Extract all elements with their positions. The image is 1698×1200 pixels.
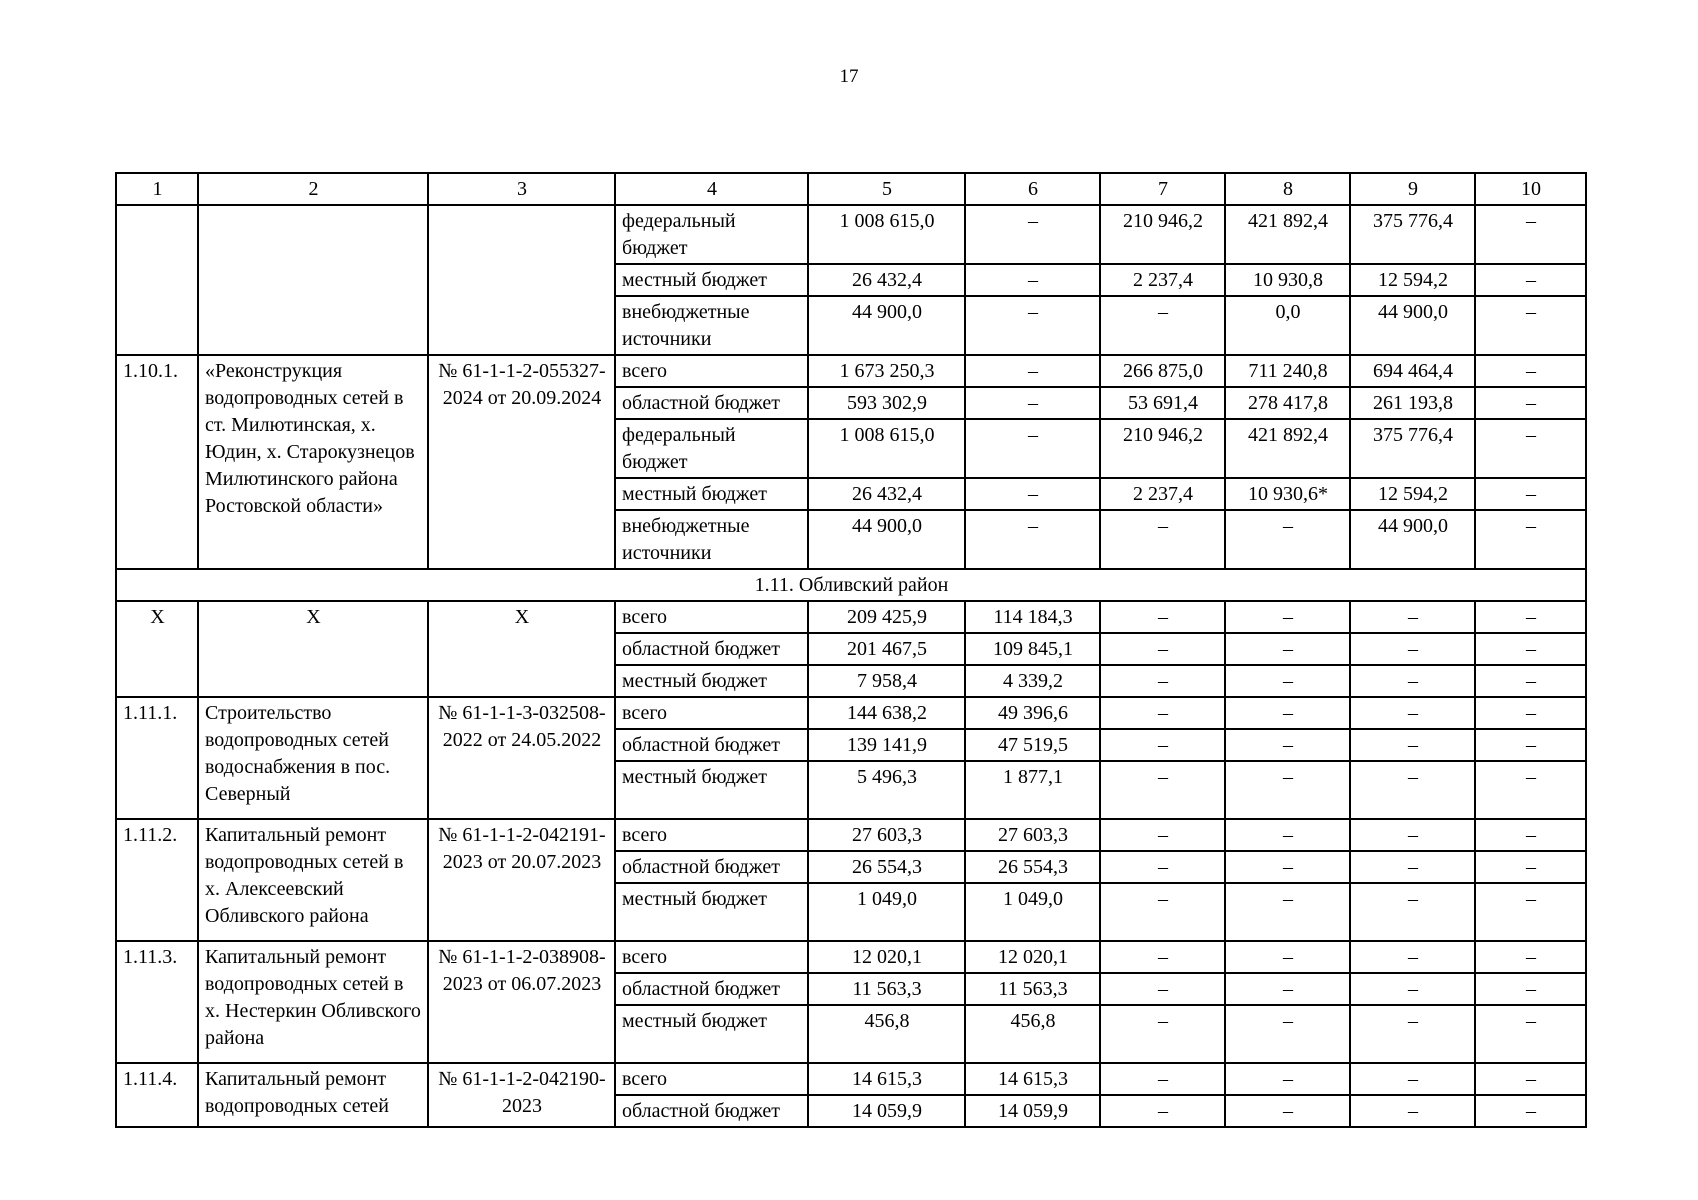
value-cell: 27 603,3 [808,819,965,851]
funding-source: федеральный бюджет [615,419,808,478]
table-row [116,941,1586,973]
value-cell: – [965,478,1100,510]
value-cell: 711 240,8 [1225,355,1350,387]
value-cell: – [965,387,1100,419]
value-cell: 109 845,1 [965,633,1100,665]
item-document: № 61-1-1-2-042191-2023 от 20.07.2023 [428,819,615,941]
budget-table [115,172,1587,1128]
funding-source: федеральный бюджет [615,205,808,264]
funding-source: местный бюджет [615,264,808,296]
value-cell: 10 930,6* [1225,478,1350,510]
item-name: Капитальный ремонт водопроводных сетей в х. Нестеркин Обливского района [198,941,428,1063]
value-cell: 456,8 [808,1005,965,1063]
value-cell: – [1100,973,1225,1005]
value-cell: – [1100,296,1225,355]
table-row [116,355,1586,387]
value-cell: 49 396,6 [965,697,1100,729]
column-number: 1 [116,173,198,205]
value-cell: – [1350,941,1475,973]
value-cell: – [1225,819,1350,851]
item-number: 1.10.1. [116,355,198,569]
section-title: 1.11. Обливский район [116,569,1586,601]
value-cell: 44 900,0 [808,510,965,569]
value-cell: 11 563,3 [808,973,965,1005]
column-number-row [116,173,1586,205]
value-cell: – [1475,601,1586,633]
item-name: Капитальный ремонт водопроводных сетей в х. Алексеевский Обливского района [198,819,428,941]
funding-source: всего [615,601,808,633]
value-cell: – [1225,851,1350,883]
empty-number-cell [116,205,198,355]
value-cell: 7 958,4 [808,665,965,697]
table-row [116,601,1586,633]
value-cell: – [1475,296,1586,355]
value-cell: – [1225,665,1350,697]
value-cell: – [1475,205,1586,264]
table-row [116,697,1586,729]
value-cell: – [1475,761,1586,819]
funding-source: всего [615,819,808,851]
value-cell: 53 691,4 [1100,387,1225,419]
value-cell: 210 946,2 [1100,205,1225,264]
value-cell: 12 594,2 [1350,264,1475,296]
funding-source: местный бюджет [615,761,808,819]
value-cell: 375 776,4 [1350,205,1475,264]
value-cell: 10 930,8 [1225,264,1350,296]
value-cell: – [1350,1005,1475,1063]
column-number: 7 [1100,173,1225,205]
value-cell: 2 237,4 [1100,264,1225,296]
value-cell: – [1475,478,1586,510]
value-cell: – [1100,761,1225,819]
item-number: 1.11.2. [116,819,198,941]
funding-source: областной бюджет [615,851,808,883]
value-cell: 4 339,2 [965,665,1100,697]
table-row [116,1063,1586,1095]
value-cell: 11 563,3 [965,973,1100,1005]
value-cell: – [1475,1063,1586,1095]
item-document: № 61-1-1-3-032508-2022 от 24.05.2022 [428,697,615,819]
value-cell: 26 554,3 [965,851,1100,883]
item-document: № 61-1-1-2-055327-2024 от 20.09.2024 [428,355,615,569]
item-number: 1.11.4. [116,1063,198,1127]
value-cell: – [965,205,1100,264]
value-cell: 144 638,2 [808,697,965,729]
summary-marker: Х [198,601,428,697]
empty-document-cell [428,205,615,355]
value-cell: 421 892,4 [1225,205,1350,264]
funding-source: местный бюджет [615,1005,808,1063]
funding-source: областной бюджет [615,387,808,419]
value-cell: – [1350,633,1475,665]
value-cell: 14 615,3 [965,1063,1100,1095]
item-document: № 61-1-1-2-042190-2023 [428,1063,615,1127]
value-cell: – [1475,883,1586,941]
value-cell: 5 496,3 [808,761,965,819]
value-cell: – [1475,697,1586,729]
value-cell: – [1475,355,1586,387]
value-cell: 44 900,0 [1350,510,1475,569]
funding-source: местный бюджет [615,478,808,510]
value-cell: – [1475,729,1586,761]
value-cell: – [1225,1095,1350,1127]
value-cell: – [1225,1063,1350,1095]
value-cell: – [1225,697,1350,729]
value-cell: 593 302,9 [808,387,965,419]
value-cell: 26 432,4 [808,478,965,510]
value-cell: – [1475,819,1586,851]
value-cell: 1 673 250,3 [808,355,965,387]
value-cell: – [1475,665,1586,697]
value-cell: 14 059,9 [965,1095,1100,1127]
value-cell: 26 554,3 [808,851,965,883]
column-number: 8 [1225,173,1350,205]
value-cell: – [1225,510,1350,569]
value-cell: – [1475,1095,1586,1127]
funding-source: областной бюджет [615,973,808,1005]
value-cell: – [1100,665,1225,697]
value-cell: – [1100,883,1225,941]
value-cell: – [1350,761,1475,819]
item-number: 1.11.1. [116,697,198,819]
funding-source: местный бюджет [615,665,808,697]
value-cell: – [1475,941,1586,973]
value-cell: – [1350,601,1475,633]
value-cell: 1 049,0 [965,883,1100,941]
summary-marker: Х [428,601,615,697]
item-name: Капитальный ремонт водопроводных сетей [198,1063,428,1127]
value-cell: – [965,264,1100,296]
value-cell: – [1225,883,1350,941]
value-cell: 14 059,9 [808,1095,965,1127]
value-cell: 278 417,8 [1225,387,1350,419]
value-cell: 421 892,4 [1225,419,1350,478]
funding-source: всего [615,355,808,387]
value-cell: – [1350,883,1475,941]
value-cell: 0,0 [1225,296,1350,355]
column-number: 5 [808,173,965,205]
column-number: 6 [965,173,1100,205]
column-number: 9 [1350,173,1475,205]
item-document: № 61-1-1-2-038908-2023 от 06.07.2023 [428,941,615,1063]
table-row [116,205,1586,264]
section-row [116,569,1586,601]
value-cell: – [1350,665,1475,697]
value-cell: – [1100,1063,1225,1095]
value-cell: 694 464,4 [1350,355,1475,387]
value-cell: – [1475,419,1586,478]
column-number: 2 [198,173,428,205]
value-cell: – [965,419,1100,478]
funding-source: местный бюджет [615,883,808,941]
page-number: 17 [839,66,859,87]
value-cell: 47 519,5 [965,729,1100,761]
column-number: 4 [615,173,808,205]
funding-source: всего [615,1063,808,1095]
value-cell: 375 776,4 [1350,419,1475,478]
funding-source: всего [615,697,808,729]
table-row [116,819,1586,851]
value-cell: 201 467,5 [808,633,965,665]
value-cell: 266 875,0 [1100,355,1225,387]
value-cell: – [1225,633,1350,665]
column-number: 3 [428,173,615,205]
value-cell: 210 946,2 [1100,419,1225,478]
funding-source: всего [615,941,808,973]
value-cell: – [1350,819,1475,851]
value-cell: – [1100,633,1225,665]
value-cell: 14 615,3 [808,1063,965,1095]
value-cell: – [1100,851,1225,883]
item-name: «Реконструкция водопроводных сетей в ст. Милютинская, х. Юдин, х. Старокузнецов Милютинского района Ростовской области» [198,355,428,569]
value-cell: 44 900,0 [1350,296,1475,355]
value-cell: – [1100,1005,1225,1063]
value-cell: – [1100,941,1225,973]
value-cell: 12 020,1 [808,941,965,973]
empty-name-cell [198,205,428,355]
value-cell: 139 141,9 [808,729,965,761]
column-number: 10 [1475,173,1586,205]
value-cell: 27 603,3 [965,819,1100,851]
value-cell: – [1350,1095,1475,1127]
value-cell: – [1475,633,1586,665]
value-cell: – [1225,729,1350,761]
value-cell: – [1100,510,1225,569]
value-cell: – [1475,387,1586,419]
value-cell: – [1225,1005,1350,1063]
value-cell: 456,8 [965,1005,1100,1063]
value-cell: – [1225,973,1350,1005]
value-cell: – [1100,601,1225,633]
value-cell: – [1350,851,1475,883]
value-cell: – [1475,510,1586,569]
value-cell: – [965,296,1100,355]
value-cell: 209 425,9 [808,601,965,633]
value-cell: 114 184,3 [965,601,1100,633]
value-cell: 1 877,1 [965,761,1100,819]
value-cell: 44 900,0 [808,296,965,355]
value-cell: – [1100,819,1225,851]
value-cell: – [1475,264,1586,296]
summary-marker: Х [116,601,198,697]
item-name: Строительство водопроводных сетей водоснабжения в пос. Северный [198,697,428,819]
value-cell: – [1225,601,1350,633]
value-cell: 2 237,4 [1100,478,1225,510]
value-cell: 261 193,8 [1350,387,1475,419]
value-cell: 12 594,2 [1350,478,1475,510]
value-cell: – [965,510,1100,569]
value-cell: – [1100,729,1225,761]
value-cell: 1 049,0 [808,883,965,941]
funding-source: областной бюджет [615,633,808,665]
value-cell: – [1350,729,1475,761]
funding-source: областной бюджет [615,729,808,761]
value-cell: – [1350,973,1475,1005]
value-cell: 1 008 615,0 [808,419,965,478]
funding-source: областной бюджет [615,1095,808,1127]
funding-source: внебюджетные источники [615,510,808,569]
value-cell: – [1475,851,1586,883]
value-cell: 1 008 615,0 [808,205,965,264]
value-cell: – [1100,697,1225,729]
value-cell: 12 020,1 [965,941,1100,973]
value-cell: – [1100,1095,1225,1127]
item-number: 1.11.3. [116,941,198,1063]
value-cell: – [1475,1005,1586,1063]
value-cell: – [1350,1063,1475,1095]
value-cell: – [1350,697,1475,729]
value-cell: 26 432,4 [808,264,965,296]
value-cell: – [1225,941,1350,973]
value-cell: – [965,355,1100,387]
funding-source: внебюджетные источники [615,296,808,355]
value-cell: – [1475,973,1586,1005]
value-cell: – [1225,761,1350,819]
